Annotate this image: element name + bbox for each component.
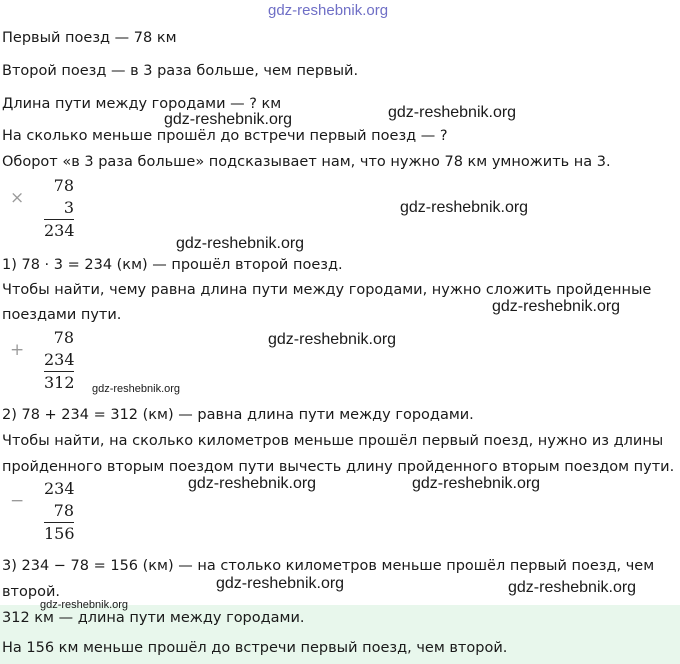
watermark: gdz-reshebnik.org: [164, 111, 293, 128]
addition-column: [44, 327, 74, 394]
mul-result: 234: [44, 221, 75, 240]
sub-top: 234: [44, 479, 75, 498]
multiplication-column: [44, 175, 74, 242]
answer-line-2: На 156 км меньше прошёл до встречи первый поезд, чем второй.: [2, 640, 508, 656]
condition-line-4: На сколько меньше прошёл до встречи первый поезд — ?: [2, 128, 448, 144]
condition-line-3: Длина пути между городами — ? км: [2, 96, 282, 112]
watermark: gdz-reshebnik.org: [40, 599, 129, 611]
mul-top: 78: [53, 176, 74, 195]
watermark: gdz-reshebnik.org: [400, 199, 529, 216]
watermark: gdz-reshebnik.org: [412, 475, 541, 492]
step-2: 2) 78 + 234 = 312 (км) — равна длина пути между городами.: [2, 407, 474, 423]
add-bottom: 234: [44, 350, 75, 369]
watermark: gdz-reshebnik.org: [176, 235, 305, 252]
condition-line-1: Первый поезд — 78 км: [2, 30, 177, 46]
answer-line-1: 312 км — длина пути между городами.: [2, 610, 305, 626]
step-1: 1) 78 · 3 = 234 (км) — прошёл второй поезд.: [2, 257, 343, 273]
paragraph-2-line-2: поездами пути.: [2, 307, 122, 323]
watermark: gdz-reshebnik.org: [508, 579, 637, 596]
paragraph-3-line-2: пройденного вторым поездом пути вычесть длину пройденного вторым поездом пути.: [2, 459, 675, 475]
condition-line-2: Второй поезд — в 3 раза больше, чем первый.: [2, 63, 359, 79]
paragraph-2-line-1: Чтобы найти, чему равна длина пути между городами, нужно сложить пройденные: [2, 282, 652, 298]
watermark: gdz-reshebnik.org: [216, 575, 345, 592]
multiply-sign: ×: [10, 188, 25, 208]
watermark: gdz-reshebnik.org: [268, 331, 397, 348]
sub-bottom: 78: [53, 501, 74, 520]
add-result: 312: [44, 373, 75, 392]
step-3-line-1: 3) 234 − 78 = 156 (км) — на столько километров меньше прошёл первый поезд, чем: [2, 558, 655, 574]
step-3-line-2: второй.: [2, 584, 60, 600]
watermark: gdz-reshebnik.org: [388, 104, 517, 121]
minus-sign: −: [10, 491, 25, 511]
hint-line: Оборот «в 3 раза больше» подсказывает нам, что нужно 78 км умножить на 3.: [2, 154, 611, 170]
watermark: gdz-reshebnik.org: [188, 475, 317, 492]
watermark: gdz-reshebnik.org: [92, 383, 181, 395]
paragraph-3-line-1: Чтобы найти, на сколько километров меньше прошёл первый поезд, нужно из длины: [2, 433, 664, 449]
watermark: gdz-reshebnik.org: [492, 298, 621, 315]
mul-bottom: 3: [63, 198, 74, 217]
watermark: gdz-reshebnik.org: [268, 2, 389, 19]
plus-sign: +: [10, 340, 25, 360]
subtraction-column: [44, 478, 74, 545]
add-top: 78: [53, 328, 74, 347]
sub-result: 156: [44, 524, 75, 543]
